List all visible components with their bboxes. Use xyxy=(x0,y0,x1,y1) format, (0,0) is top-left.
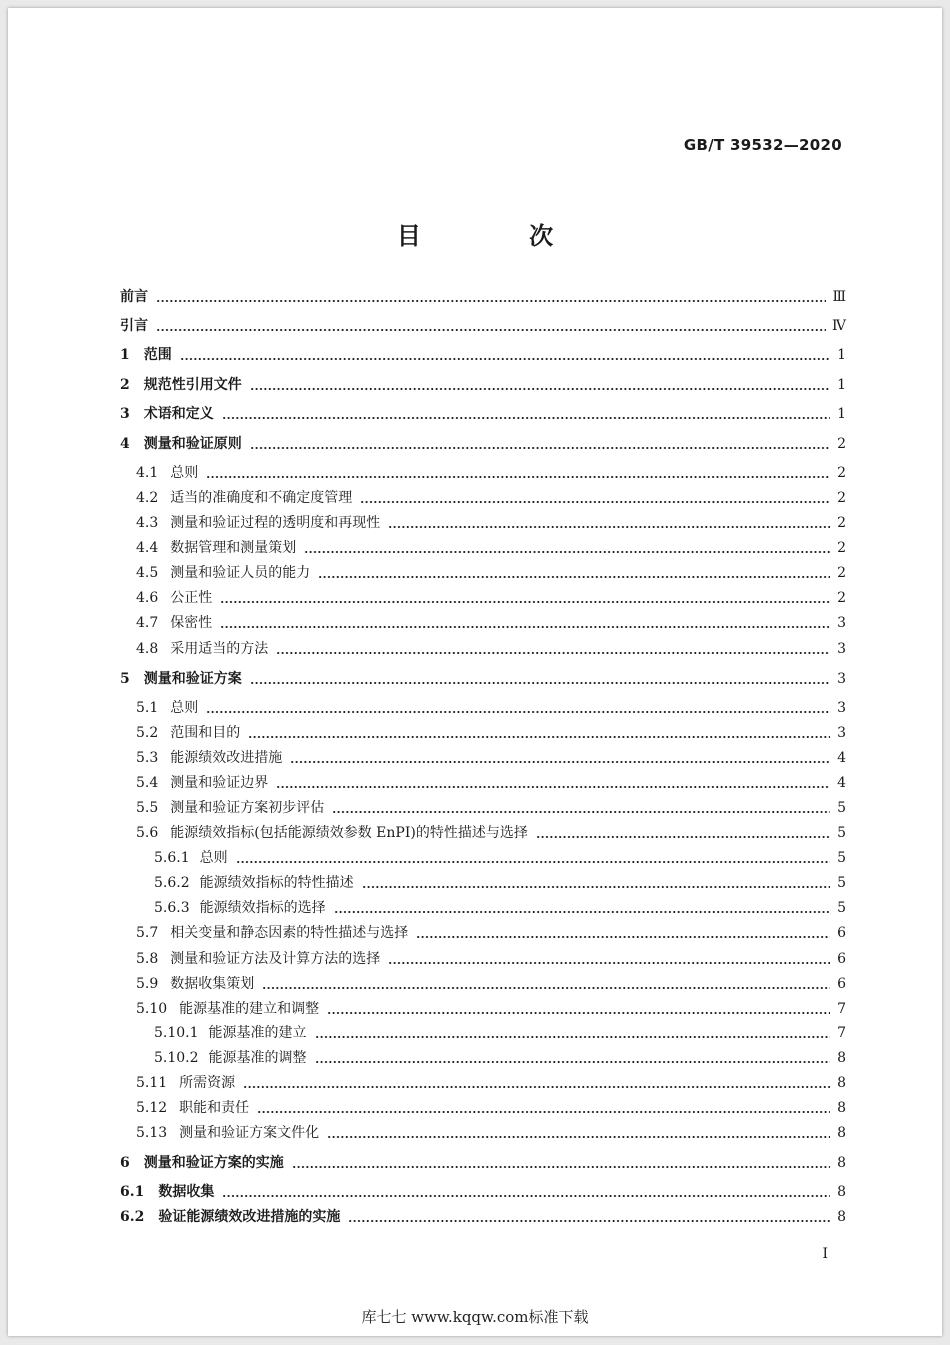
toc-entry-number: 5.6 xyxy=(136,825,159,841)
toc-entry-number: 4.1 xyxy=(136,465,159,481)
toc-entry-number: 5.4 xyxy=(136,775,159,791)
toc-entry-title: 职能和责任 xyxy=(179,1100,250,1116)
toc-entry-page: 1 xyxy=(837,377,846,393)
toc-leader-dots xyxy=(318,576,830,578)
toc-entry[interactable] xyxy=(120,747,846,767)
toc-entry-number: 5.6.1 xyxy=(154,850,190,866)
toc-entry[interactable] xyxy=(120,462,846,482)
watermark-footer: 库七七 www.kqqw.com标准下载 xyxy=(361,1308,589,1326)
toc-entry-page: 1 xyxy=(837,406,846,422)
toc-entry-page: 2 xyxy=(837,590,846,606)
toc-leader-dots xyxy=(292,1166,830,1168)
toc-entry[interactable] xyxy=(120,822,846,842)
toc-entry-title: 规范性引用文件 xyxy=(143,377,242,393)
toc-entry-page: 2 xyxy=(837,540,846,556)
toc-entry-page: 5 xyxy=(837,825,846,841)
toc-entry-number: 5.6.2 xyxy=(154,875,190,891)
toc-entry-number: 5.10.1 xyxy=(154,1025,199,1041)
toc-entry-title: 保密性 xyxy=(170,615,213,631)
toc-entry-page: 8 xyxy=(837,1209,846,1225)
toc-entry-page: 2 xyxy=(837,565,846,581)
toc-entry[interactable] xyxy=(120,1022,846,1042)
toc-entry-page: 4 xyxy=(837,750,846,766)
toc-entry-number: 3 xyxy=(120,406,130,422)
toc-entry-number: 1 xyxy=(120,347,130,363)
toc-entry-page: 3 xyxy=(837,671,846,687)
toc-entry-page: 6 xyxy=(837,951,846,967)
toc-entry-number: 4.5 xyxy=(136,565,159,581)
toc-entry-title: 能源基准的建立和调整 xyxy=(179,1001,320,1017)
toc-entry-title: 前言 xyxy=(120,289,148,305)
toc-entry-title: 能源基准的建立 xyxy=(208,1025,307,1041)
toc-leader-dots xyxy=(220,601,830,603)
toc-entry-title: 数据收集 xyxy=(158,1184,215,1200)
toc-leader-dots xyxy=(315,1061,830,1063)
toc-leader-dots xyxy=(362,886,830,888)
toc-entry-page: 2 xyxy=(837,436,846,452)
toc-leader-dots xyxy=(276,652,830,654)
page-number: I xyxy=(822,1246,828,1262)
toc-entry[interactable] xyxy=(120,537,846,557)
toc-leader-dots xyxy=(276,786,830,788)
toc-entry[interactable] xyxy=(120,638,846,658)
toc-entry[interactable] xyxy=(120,1206,846,1226)
toc-entry-page: 3 xyxy=(837,641,846,657)
toc-entry-title: 范围和目的 xyxy=(170,725,241,741)
toc-leader-dots xyxy=(332,811,830,813)
toc-entry-title: 能源绩效指标的特性描述 xyxy=(199,875,354,891)
toc-leader-dots xyxy=(236,861,830,863)
toc-entry-page: Ⅳ xyxy=(832,318,846,334)
toc-entry-title: 所需资源 xyxy=(179,1075,236,1091)
toc-entry-title: 测量和验证边界 xyxy=(170,775,269,791)
toc-entry-number: 5.6.3 xyxy=(154,900,190,916)
toc-leader-dots xyxy=(248,736,830,738)
toc-entry-page: Ⅲ xyxy=(832,289,846,305)
toc-entry-title: 能源基准的调整 xyxy=(208,1050,307,1066)
toc-leader-dots xyxy=(156,329,826,331)
toc-entry-title: 能源绩效改进措施 xyxy=(170,750,283,766)
toc-entry[interactable] xyxy=(120,487,846,507)
toc-entry-number: 6.2 xyxy=(120,1209,145,1225)
toc-entry[interactable] xyxy=(120,1152,846,1172)
toc-entry[interactable] xyxy=(120,344,846,364)
toc-leader-dots xyxy=(262,987,830,989)
toc-entry-page: 6 xyxy=(837,976,846,992)
toc-leader-dots xyxy=(243,1086,830,1088)
toc-entry-number: 5.2 xyxy=(136,725,159,741)
toc-entry-title: 能源绩效指标(包括能源绩效参数 EnPI)的特性描述与选择 xyxy=(170,825,528,841)
toc-entry-number: 6 xyxy=(120,1155,130,1171)
toc-entry[interactable] xyxy=(120,286,846,306)
toc-leader-dots xyxy=(327,1136,830,1138)
toc-leader-dots xyxy=(222,417,830,419)
toc-leader-dots xyxy=(416,936,830,938)
toc-entry-number: 4.3 xyxy=(136,515,159,531)
toc-entry-number: 5.10.2 xyxy=(154,1050,199,1066)
toc-entry-number: 4.4 xyxy=(136,540,159,556)
toc-entry[interactable] xyxy=(120,922,846,942)
toc-entry-title: 测量和验证方案初步评估 xyxy=(170,800,325,816)
toc-entry-number: 4.8 xyxy=(136,641,159,657)
toc-entry-page: 8 xyxy=(837,1125,846,1141)
toc-entry-page: 5 xyxy=(837,875,846,891)
toc-entry-number: 2 xyxy=(120,377,130,393)
toc-entry-page: 2 xyxy=(837,515,846,531)
toc-entry-page: 7 xyxy=(837,1025,846,1041)
toc-entry-number: 5.12 xyxy=(136,1100,168,1116)
toc-entry-title: 总则 xyxy=(170,700,199,716)
toc-entry-page: 7 xyxy=(837,1001,846,1017)
toc-leader-dots xyxy=(180,358,830,360)
toc-entry[interactable] xyxy=(120,948,846,968)
toc-entry-page: 8 xyxy=(837,1100,846,1116)
toc-entry-title: 测量和验证方案的实施 xyxy=(143,1155,284,1171)
toc-entry[interactable] xyxy=(120,973,846,993)
toc-entry-page: 3 xyxy=(837,700,846,716)
toc-entry-title: 范围 xyxy=(143,347,172,363)
toc-entry-title: 能源绩效指标的选择 xyxy=(199,900,326,916)
toc-leader-dots xyxy=(156,300,826,302)
toc-entry-title: 总则 xyxy=(199,850,228,866)
toc-entry-page: 3 xyxy=(837,725,846,741)
toc-leader-dots xyxy=(315,1036,830,1038)
toc-entry-number: 5.1 xyxy=(136,700,159,716)
toc-entry-number: 5.5 xyxy=(136,800,159,816)
toc-entry[interactable] xyxy=(120,697,846,717)
toc-entry[interactable] xyxy=(120,374,846,394)
toc-entry-page: 8 xyxy=(837,1075,846,1091)
toc-entry-number: 5 xyxy=(120,671,130,687)
toc-entry-page: 2 xyxy=(837,465,846,481)
toc-leader-dots xyxy=(290,761,830,763)
toc-leader-dots xyxy=(257,1111,830,1113)
toc-entry[interactable] xyxy=(120,315,846,335)
toc-entry[interactable] xyxy=(120,403,846,423)
toc-entry-number: 5.11 xyxy=(136,1075,168,1091)
toc-entry-title: 验证能源绩效改进措施的实施 xyxy=(158,1209,341,1225)
toc-entry-title: 采用适当的方法 xyxy=(170,641,269,657)
toc-entry-page: 2 xyxy=(837,490,846,506)
toc-entry-title: 测量和验证方案 xyxy=(143,671,242,687)
toc-entry-number: 4.2 xyxy=(136,490,159,506)
toc-entry[interactable] xyxy=(120,1047,846,1067)
toc-leader-dots xyxy=(536,836,830,838)
toc-entry[interactable] xyxy=(120,772,846,792)
toc-entry-title: 测量和验证方案文件化 xyxy=(179,1125,320,1141)
toc-entry-page: 4 xyxy=(837,775,846,791)
toc-entry-title: 公正性 xyxy=(170,590,213,606)
toc-title: 目 次 xyxy=(396,221,604,250)
toc-entry-title: 术语和定义 xyxy=(143,406,214,422)
toc-entry[interactable] xyxy=(120,587,846,607)
toc-entry-number: 5.13 xyxy=(136,1125,168,1141)
toc-leader-dots xyxy=(250,447,830,449)
toc-entry[interactable] xyxy=(120,612,846,632)
toc-entry[interactable] xyxy=(120,1072,846,1092)
toc-entry[interactable] xyxy=(120,1122,846,1142)
toc-leader-dots xyxy=(388,962,830,964)
toc-entry-page: 3 xyxy=(837,615,846,631)
standard-code: GB/T 39532—2020 xyxy=(683,136,842,154)
toc-entry-title: 适当的准确度和不确定度管理 xyxy=(170,490,353,506)
toc-entry-title: 测量和验证方法及计算方法的选择 xyxy=(170,951,381,967)
toc-leader-dots xyxy=(220,626,830,628)
toc-entry[interactable] xyxy=(120,847,846,867)
toc-entry[interactable] xyxy=(120,668,846,688)
toc-leader-dots xyxy=(250,682,830,684)
toc-leader-dots xyxy=(250,388,830,390)
toc-entry[interactable] xyxy=(120,1097,846,1117)
toc-leader-dots xyxy=(304,551,830,553)
toc-entry-number: 4.6 xyxy=(136,590,159,606)
toc-leader-dots xyxy=(388,526,830,528)
toc-leader-dots xyxy=(206,711,830,713)
toc-entry[interactable] xyxy=(120,562,846,582)
toc-entry-page: 1 xyxy=(837,347,846,363)
toc-entry-number: 5.10 xyxy=(136,1001,168,1017)
toc-entry-number: 5.8 xyxy=(136,951,159,967)
toc-leader-dots xyxy=(327,1012,830,1014)
toc-entry-number: 5.3 xyxy=(136,750,159,766)
toc-entry-title: 数据管理和测量策划 xyxy=(170,540,297,556)
document-page xyxy=(8,8,942,1336)
toc-entry-number: 5.7 xyxy=(136,925,159,941)
toc-leader-dots xyxy=(206,476,830,478)
toc-entry-page: 8 xyxy=(837,1050,846,1066)
toc-entry-number: 5.9 xyxy=(136,976,159,992)
toc-entry-title: 测量和验证人员的能力 xyxy=(170,565,311,581)
toc-leader-dots xyxy=(348,1220,830,1222)
toc-entry-title: 引言 xyxy=(120,318,148,334)
toc-entry-page: 8 xyxy=(837,1155,846,1171)
toc-entry-page: 5 xyxy=(837,800,846,816)
toc-entry[interactable] xyxy=(120,897,846,917)
toc-entry-page: 6 xyxy=(837,925,846,941)
toc-entry[interactable] xyxy=(120,797,846,817)
toc-entry-page: 5 xyxy=(837,850,846,866)
toc-entry-page: 5 xyxy=(837,900,846,916)
toc-entry-title: 测量和验证原则 xyxy=(143,436,242,452)
toc-leader-dots xyxy=(360,501,830,503)
toc-entry[interactable] xyxy=(120,998,846,1018)
toc-entry[interactable] xyxy=(120,872,846,892)
toc-entry-title: 测量和验证过程的透明度和再现性 xyxy=(170,515,381,531)
toc-entry[interactable] xyxy=(120,433,846,453)
toc-leader-dots xyxy=(334,911,830,913)
toc-entry-title: 总则 xyxy=(170,465,199,481)
toc-entry-number: 4 xyxy=(120,436,130,452)
toc-entry-number: 4.7 xyxy=(136,615,159,631)
toc-entry[interactable] xyxy=(120,512,846,532)
toc-entry[interactable] xyxy=(120,1181,846,1201)
toc-entry-title: 数据收集策划 xyxy=(170,976,255,992)
toc-entry[interactable] xyxy=(120,722,846,742)
toc-leader-dots xyxy=(222,1195,830,1197)
toc-entry-title: 相关变量和静态因素的特性描述与选择 xyxy=(170,925,409,941)
toc-entry-number: 6.1 xyxy=(120,1184,145,1200)
toc-entry-page: 8 xyxy=(837,1184,846,1200)
